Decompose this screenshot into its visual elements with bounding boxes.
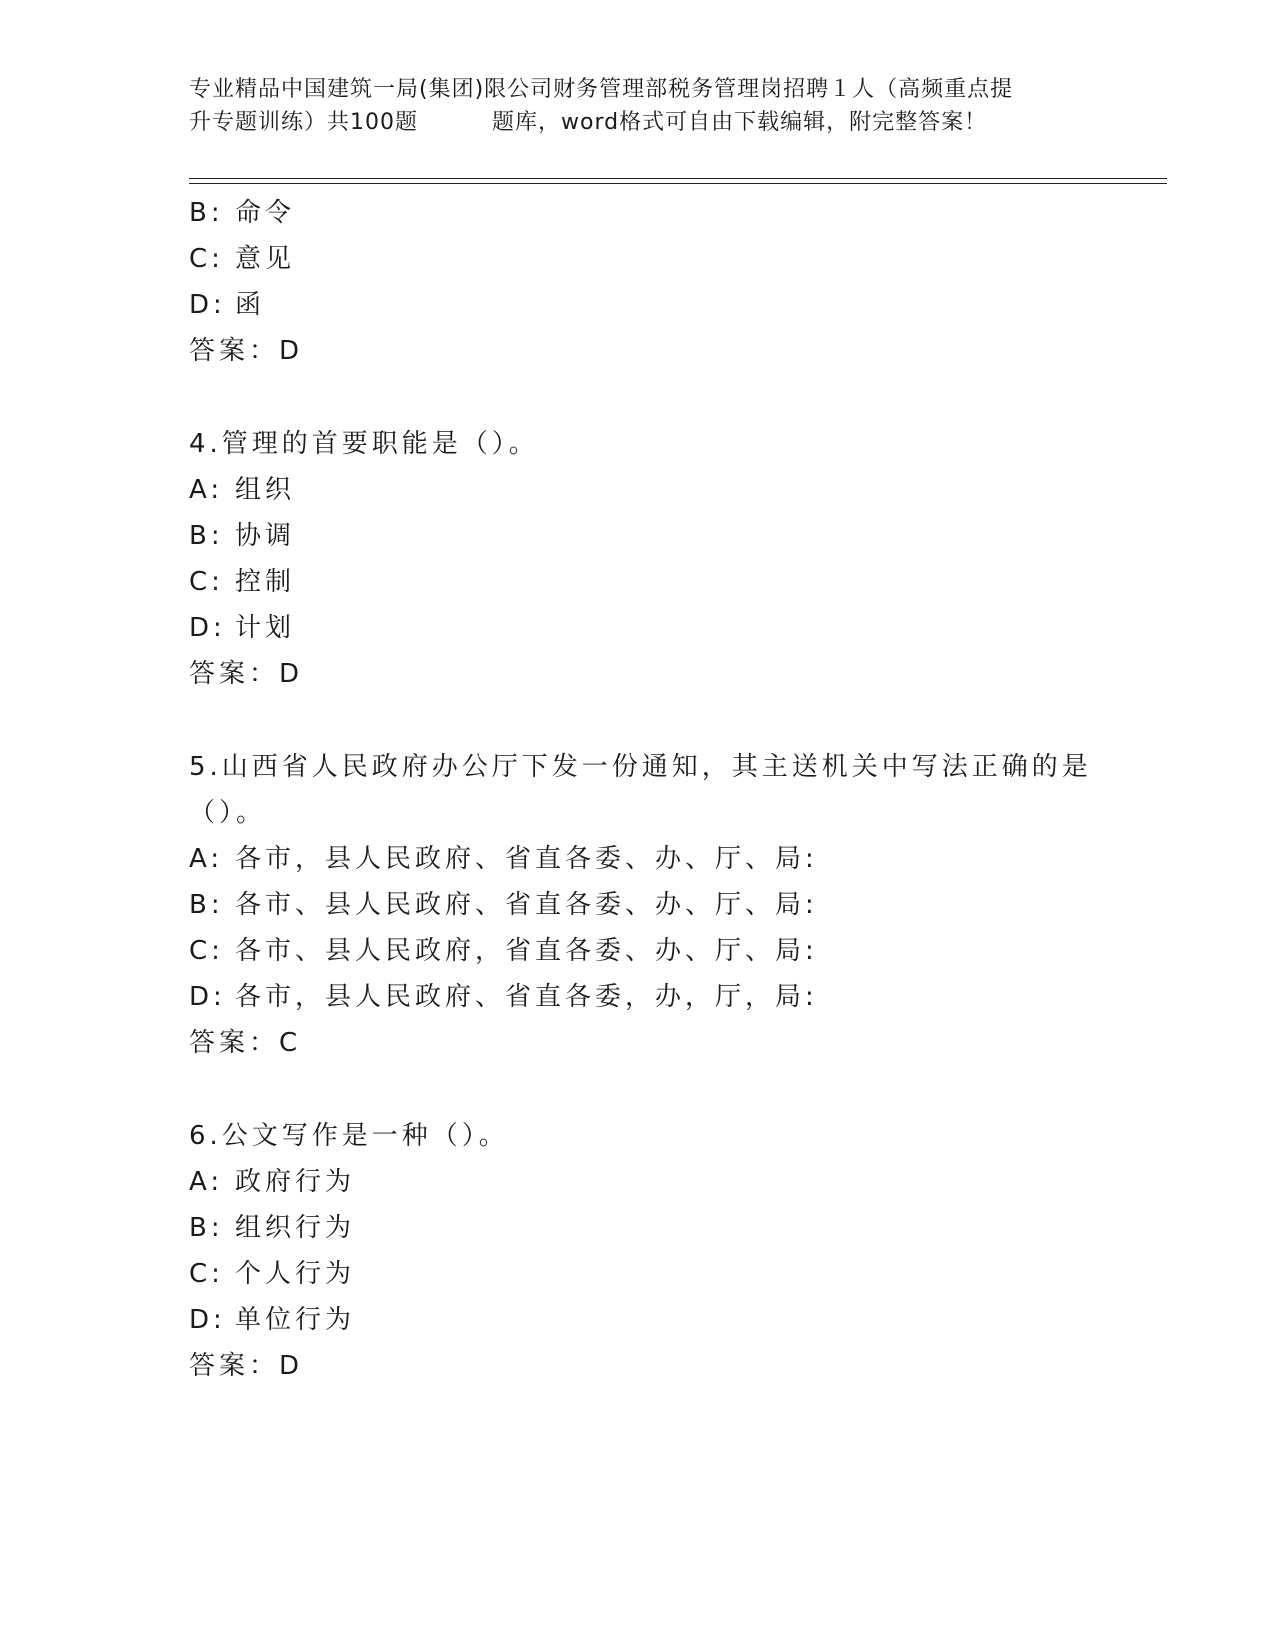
question-stem: 5.山西省人民政府办公厅下发一份通知，其主送机关中写法正确的是 [189,752,1092,782]
option-d: D: 各市，县人民政府、省直各委，办，厅，局: [189,982,818,1012]
answer-line: 答案：D [189,659,304,689]
question-6-block [189,1113,1169,1389]
question-stem-continuation: （）。 [189,798,267,828]
question-3-block [189,190,1169,374]
answer-line: 答案：C [189,1028,302,1058]
option-d: D: 单位行为 [189,1305,356,1335]
option-d: D: 计划 [189,613,296,643]
option-d: D: 函 [189,290,266,320]
header-divider-bottom [189,183,1167,184]
option-c: C: 各市、县人民政府，省直各委、办、厅、局: [189,936,818,966]
option-b: B: 组织行为 [189,1213,356,1243]
header-line-2-left: 升专题训练）共100题 [189,110,418,135]
option-b: B: 协调 [189,521,296,551]
option-c: C: 控制 [189,567,296,597]
option-b: B: 各市、县人民政府、省直各委、办、厅、局: [189,890,818,920]
answer-line: 答案：D [189,336,304,366]
header-divider-top [189,178,1167,179]
option-a: A: 政府行为 [189,1167,356,1197]
question-stem: 6.公文写作是一种（）。 [189,1121,509,1151]
question-5-block [189,744,1169,1066]
question-4-block [189,421,1169,697]
option-c: C: 个人行为 [189,1259,356,1289]
header-line-1: 专业精品中国建筑一局(集团)限公司财务管理部税务管理岗招聘１人（高频重点提 [189,77,1014,102]
question-list [189,190,1169,1389]
answer-line: 答案：D [189,1351,304,1381]
question-stem: 4.管理的首要职能是（）。 [189,429,539,459]
option-c: C: 意见 [189,244,296,274]
header-line-2 [189,106,1089,139]
header-line-2-right: 题库，word格式可自由下载编辑，附完整答案！ [492,110,988,135]
document-header [189,73,1089,139]
option-a: A: 组织 [189,475,296,505]
option-a: A: 各市，县人民政府、省直各委、办、厅、局: [189,844,818,874]
option-b: B: 命令 [189,198,296,228]
